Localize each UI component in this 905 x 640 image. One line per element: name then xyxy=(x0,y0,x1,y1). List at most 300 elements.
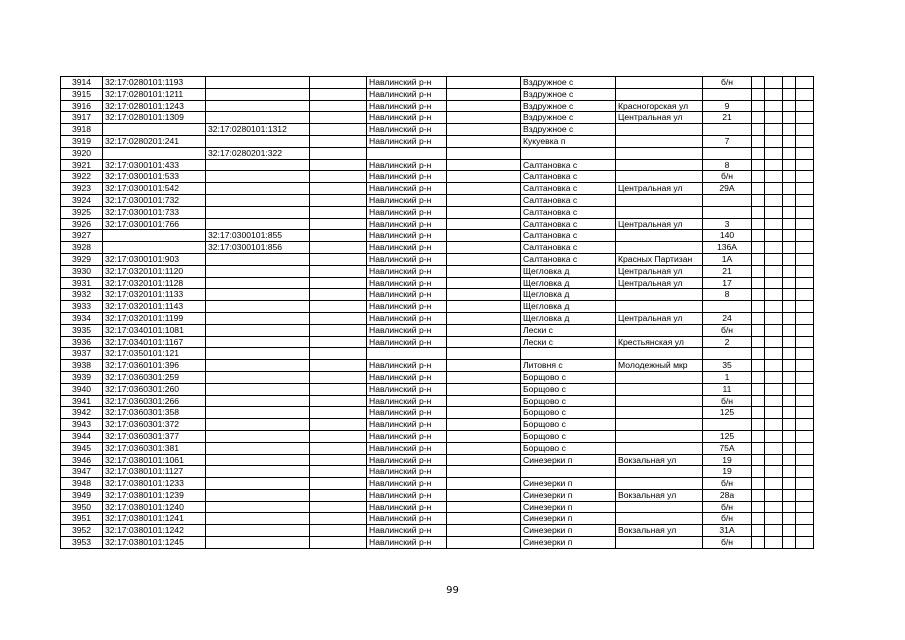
table-row xyxy=(61,135,814,147)
table-row xyxy=(61,466,814,478)
table-row xyxy=(61,478,814,490)
empty-cell xyxy=(783,478,796,490)
locality-cell: Синезерки п xyxy=(521,525,616,537)
empty-cell xyxy=(796,230,814,242)
house-number-cell xyxy=(703,419,752,431)
empty-cell xyxy=(752,100,765,112)
cadastral-number-cell: 32:17:0300101:732 xyxy=(103,194,206,206)
empty-cell xyxy=(447,489,521,501)
house-number-cell: б/н xyxy=(703,171,752,183)
row-number-cell: 3934 xyxy=(61,312,103,324)
house-number-cell: 11 xyxy=(703,383,752,395)
cadastral-number-alt-cell: 32:17:0280101:1312 xyxy=(206,124,310,136)
house-number-cell: 29А xyxy=(703,183,752,195)
locality-cell: Салтановка с xyxy=(521,230,616,242)
row-number-cell: 3950 xyxy=(61,501,103,513)
empty-cell xyxy=(783,301,796,313)
empty-cell xyxy=(752,253,765,265)
empty-cell xyxy=(310,77,367,89)
table-row xyxy=(61,159,814,171)
empty-cell xyxy=(765,124,783,136)
street-cell xyxy=(616,230,703,242)
locality-cell: Синезерки п xyxy=(521,454,616,466)
cadastral-number-alt-cell xyxy=(206,489,310,501)
table-row xyxy=(61,454,814,466)
empty-cell xyxy=(796,324,814,336)
empty-cell xyxy=(752,171,765,183)
empty-cell xyxy=(765,277,783,289)
empty-cell xyxy=(796,312,814,324)
empty-cell xyxy=(796,112,814,124)
district-cell: Навлинский р-н xyxy=(367,100,447,112)
empty-cell xyxy=(310,478,367,490)
empty-cell xyxy=(447,171,521,183)
locality-cell: Щегловка д xyxy=(521,289,616,301)
district-cell: Навлинский р-н xyxy=(367,124,447,136)
empty-cell xyxy=(783,312,796,324)
street-cell xyxy=(616,242,703,254)
street-cell xyxy=(616,395,703,407)
empty-cell xyxy=(447,194,521,206)
empty-cell xyxy=(783,206,796,218)
empty-cell xyxy=(765,513,783,525)
empty-cell xyxy=(796,301,814,313)
empty-cell xyxy=(310,147,367,159)
cadastral-number-cell: 32:17:0380101:1241 xyxy=(103,513,206,525)
row-number-cell: 3920 xyxy=(61,147,103,159)
empty-cell xyxy=(447,147,521,159)
street-cell: Вокзальная ул xyxy=(616,525,703,537)
cadastral-number-alt-cell xyxy=(206,395,310,407)
empty-cell xyxy=(310,194,367,206)
row-number-cell: 3932 xyxy=(61,289,103,301)
table-row xyxy=(61,324,814,336)
empty-cell xyxy=(447,124,521,136)
empty-cell xyxy=(796,194,814,206)
empty-cell xyxy=(796,537,814,549)
empty-cell xyxy=(752,206,765,218)
empty-cell xyxy=(447,336,521,348)
empty-cell xyxy=(783,289,796,301)
empty-cell xyxy=(752,265,765,277)
cadastral-number-cell xyxy=(103,124,206,136)
page-number: 99 xyxy=(446,585,459,596)
locality-cell: Щегловка д xyxy=(521,277,616,289)
empty-cell xyxy=(310,112,367,124)
cadastral-number-alt-cell xyxy=(206,324,310,336)
cadastral-number-cell: 32:17:0280101:1193 xyxy=(103,77,206,89)
street-cell xyxy=(616,430,703,442)
table-row xyxy=(61,360,814,372)
empty-cell xyxy=(752,537,765,549)
empty-cell xyxy=(447,112,521,124)
empty-cell xyxy=(796,171,814,183)
cadastral-number-alt-cell xyxy=(206,100,310,112)
locality-cell xyxy=(521,147,616,159)
empty-cell xyxy=(310,159,367,171)
empty-cell xyxy=(765,206,783,218)
empty-cell xyxy=(752,277,765,289)
street-cell xyxy=(616,301,703,313)
district-cell: Навлинский р-н xyxy=(367,135,447,147)
locality-cell: Синезерки п xyxy=(521,513,616,525)
empty-cell xyxy=(765,171,783,183)
empty-cell xyxy=(310,360,367,372)
cadastral-number-alt-cell xyxy=(206,407,310,419)
cadastral-number-cell: 32:17:0340101:1081 xyxy=(103,324,206,336)
empty-cell xyxy=(310,289,367,301)
empty-cell xyxy=(765,489,783,501)
empty-cell xyxy=(765,442,783,454)
empty-cell xyxy=(783,242,796,254)
house-number-cell xyxy=(703,194,752,206)
cadastral-number-alt-cell xyxy=(206,442,310,454)
cadastral-number-cell: 32:17:0280101:1243 xyxy=(103,100,206,112)
house-number-cell: 136А xyxy=(703,242,752,254)
cadastral-number-alt-cell: 32:17:0300101:855 xyxy=(206,230,310,242)
table-row xyxy=(61,253,814,265)
street-cell xyxy=(616,501,703,513)
street-cell: Вокзальная ул xyxy=(616,454,703,466)
district-cell xyxy=(367,147,447,159)
street-cell: Красногорская ул xyxy=(616,100,703,112)
empty-cell xyxy=(310,277,367,289)
locality-cell: Лески с xyxy=(521,324,616,336)
cadastral-number-alt-cell xyxy=(206,135,310,147)
street-cell xyxy=(616,383,703,395)
street-cell xyxy=(616,124,703,136)
empty-cell xyxy=(765,77,783,89)
empty-cell xyxy=(447,77,521,89)
empty-cell xyxy=(310,430,367,442)
cadastral-number-alt-cell xyxy=(206,478,310,490)
empty-cell xyxy=(310,206,367,218)
empty-cell xyxy=(752,312,765,324)
empty-cell xyxy=(783,159,796,171)
empty-cell xyxy=(310,525,367,537)
empty-cell xyxy=(752,124,765,136)
empty-cell xyxy=(310,135,367,147)
empty-cell xyxy=(447,501,521,513)
empty-cell xyxy=(752,218,765,230)
empty-cell xyxy=(783,324,796,336)
cadastral-number-alt-cell xyxy=(206,454,310,466)
empty-cell xyxy=(752,383,765,395)
row-number-cell: 3930 xyxy=(61,265,103,277)
district-cell: Навлинский р-н xyxy=(367,478,447,490)
empty-cell xyxy=(447,88,521,100)
empty-cell xyxy=(310,348,367,360)
empty-cell xyxy=(310,383,367,395)
street-cell: Центральная ул xyxy=(616,265,703,277)
empty-cell xyxy=(447,312,521,324)
cadastral-number-cell: 32:17:0380101:1240 xyxy=(103,501,206,513)
empty-cell xyxy=(783,183,796,195)
empty-cell xyxy=(447,242,521,254)
locality-cell: Салтановка с xyxy=(521,206,616,218)
empty-cell xyxy=(310,454,367,466)
empty-cell xyxy=(783,489,796,501)
cadastral-number-alt-cell xyxy=(206,513,310,525)
empty-cell xyxy=(796,183,814,195)
empty-cell xyxy=(765,100,783,112)
cadastral-number-cell: 32:17:0340101:1167 xyxy=(103,336,206,348)
row-number-cell: 3933 xyxy=(61,301,103,313)
empty-cell xyxy=(310,124,367,136)
empty-cell xyxy=(447,525,521,537)
house-number-cell: б/н xyxy=(703,537,752,549)
house-number-cell: 125 xyxy=(703,430,752,442)
empty-cell xyxy=(796,489,814,501)
empty-cell xyxy=(752,88,765,100)
empty-cell xyxy=(752,194,765,206)
empty-cell xyxy=(765,135,783,147)
house-number-cell: 1А xyxy=(703,253,752,265)
empty-cell xyxy=(765,454,783,466)
house-number-cell: б/н xyxy=(703,501,752,513)
district-cell: Навлинский р-н xyxy=(367,242,447,254)
district-cell: Навлинский р-н xyxy=(367,383,447,395)
empty-cell xyxy=(752,525,765,537)
empty-cell xyxy=(796,88,814,100)
street-cell xyxy=(616,88,703,100)
district-cell: Навлинский р-н xyxy=(367,371,447,383)
table-row xyxy=(61,489,814,501)
table-row xyxy=(61,277,814,289)
house-number-cell: 19 xyxy=(703,466,752,478)
cadastral-number-cell: 32:17:0350101:121 xyxy=(103,348,206,360)
empty-cell xyxy=(796,419,814,431)
street-cell xyxy=(616,206,703,218)
house-number-cell xyxy=(703,348,752,360)
empty-cell xyxy=(310,371,367,383)
street-cell: Красных Партизан xyxy=(616,253,703,265)
cadastral-number-cell: 32:17:0360101:396 xyxy=(103,360,206,372)
cadastral-number-cell: 32:17:0300101:733 xyxy=(103,206,206,218)
house-number-cell: 3 xyxy=(703,218,752,230)
district-cell: Навлинский р-н xyxy=(367,419,447,431)
empty-cell xyxy=(765,242,783,254)
locality-cell: Кукуевка п xyxy=(521,135,616,147)
table-row xyxy=(61,112,814,124)
district-cell: Навлинский р-н xyxy=(367,489,447,501)
empty-cell xyxy=(765,395,783,407)
district-cell: Навлинский р-н xyxy=(367,430,447,442)
locality-cell: Борщово с xyxy=(521,371,616,383)
empty-cell xyxy=(765,253,783,265)
locality-cell xyxy=(521,466,616,478)
register-table-body xyxy=(61,77,814,549)
empty-cell xyxy=(310,253,367,265)
empty-cell xyxy=(447,183,521,195)
house-number-cell: 75А xyxy=(703,442,752,454)
empty-cell xyxy=(796,159,814,171)
street-cell: Центральная ул xyxy=(616,277,703,289)
empty-cell xyxy=(783,124,796,136)
empty-cell xyxy=(796,124,814,136)
empty-cell xyxy=(765,265,783,277)
district-cell: Навлинский р-н xyxy=(367,194,447,206)
empty-cell xyxy=(796,77,814,89)
locality-cell xyxy=(521,348,616,360)
locality-cell: Салтановка с xyxy=(521,242,616,254)
empty-cell xyxy=(796,147,814,159)
locality-cell: Вздружное с xyxy=(521,112,616,124)
locality-cell: Вздружное с xyxy=(521,100,616,112)
empty-cell xyxy=(752,430,765,442)
locality-cell: Салтановка с xyxy=(521,194,616,206)
empty-cell xyxy=(752,77,765,89)
row-number-cell: 3921 xyxy=(61,159,103,171)
empty-cell xyxy=(765,194,783,206)
district-cell: Навлинский р-н xyxy=(367,88,447,100)
empty-cell xyxy=(783,218,796,230)
house-number-cell: 19 xyxy=(703,454,752,466)
table-row xyxy=(61,371,814,383)
cadastral-number-cell: 32:17:0360301:266 xyxy=(103,395,206,407)
empty-cell xyxy=(783,194,796,206)
cadastral-number-alt-cell: 32:17:0280201:322 xyxy=(206,147,310,159)
table-row xyxy=(61,289,814,301)
empty-cell xyxy=(765,383,783,395)
cadastral-number-cell: 32:17:0360301:377 xyxy=(103,430,206,442)
district-cell: Навлинский р-н xyxy=(367,206,447,218)
empty-cell xyxy=(765,348,783,360)
locality-cell: Щегловка д xyxy=(521,265,616,277)
empty-cell xyxy=(765,324,783,336)
empty-cell xyxy=(783,442,796,454)
empty-cell xyxy=(783,501,796,513)
street-cell xyxy=(616,147,703,159)
empty-cell xyxy=(796,265,814,277)
cadastral-number-alt-cell xyxy=(206,301,310,313)
row-number-cell: 3916 xyxy=(61,100,103,112)
table-row xyxy=(61,348,814,360)
house-number-cell: 35 xyxy=(703,360,752,372)
house-number-cell: 31А xyxy=(703,525,752,537)
empty-cell xyxy=(796,478,814,490)
empty-cell xyxy=(447,395,521,407)
cadastral-number-alt-cell xyxy=(206,159,310,171)
row-number-cell: 3939 xyxy=(61,371,103,383)
empty-cell xyxy=(447,324,521,336)
cadastral-number-cell xyxy=(103,242,206,254)
empty-cell xyxy=(796,454,814,466)
row-number-cell: 3947 xyxy=(61,466,103,478)
row-number-cell: 3940 xyxy=(61,383,103,395)
table-row xyxy=(61,383,814,395)
empty-cell xyxy=(447,407,521,419)
cadastral-number-alt-cell xyxy=(206,112,310,124)
table-row xyxy=(61,194,814,206)
district-cell: Навлинский р-н xyxy=(367,442,447,454)
house-number-cell xyxy=(703,124,752,136)
cadastral-number-cell: 32:17:0320101:1120 xyxy=(103,265,206,277)
cadastral-number-cell xyxy=(103,147,206,159)
street-cell: Молодежный мкр xyxy=(616,360,703,372)
table-row xyxy=(61,312,814,324)
empty-cell xyxy=(447,218,521,230)
row-number-cell: 3919 xyxy=(61,135,103,147)
empty-cell xyxy=(765,183,783,195)
empty-cell xyxy=(765,419,783,431)
row-number-cell: 3914 xyxy=(61,77,103,89)
cadastral-number-alt-cell xyxy=(206,312,310,324)
cadastral-number-cell: 32:17:0360301:259 xyxy=(103,371,206,383)
empty-cell xyxy=(447,348,521,360)
empty-cell xyxy=(447,454,521,466)
empty-cell xyxy=(783,171,796,183)
empty-cell xyxy=(783,454,796,466)
table-row xyxy=(61,100,814,112)
table-row xyxy=(61,301,814,313)
empty-cell xyxy=(796,348,814,360)
house-number-cell: 17 xyxy=(703,277,752,289)
house-number-cell: 8 xyxy=(703,159,752,171)
empty-cell xyxy=(783,147,796,159)
empty-cell xyxy=(783,537,796,549)
empty-cell xyxy=(752,371,765,383)
empty-cell xyxy=(310,466,367,478)
street-cell xyxy=(616,513,703,525)
table-row xyxy=(61,407,814,419)
locality-cell: Борщово с xyxy=(521,407,616,419)
empty-cell xyxy=(447,277,521,289)
cadastral-number-cell: 32:17:0300101:766 xyxy=(103,218,206,230)
empty-cell xyxy=(447,383,521,395)
empty-cell xyxy=(765,312,783,324)
row-number-cell: 3946 xyxy=(61,454,103,466)
locality-cell: Лески с xyxy=(521,336,616,348)
empty-cell xyxy=(310,513,367,525)
empty-cell xyxy=(447,265,521,277)
street-cell xyxy=(616,159,703,171)
locality-cell: Салтановка с xyxy=(521,171,616,183)
cadastral-number-alt-cell xyxy=(206,265,310,277)
locality-cell: Борщово с xyxy=(521,383,616,395)
district-cell: Навлинский р-н xyxy=(367,395,447,407)
empty-cell xyxy=(310,100,367,112)
table-row xyxy=(61,230,814,242)
house-number-cell: 24 xyxy=(703,312,752,324)
row-number-cell: 3941 xyxy=(61,395,103,407)
district-cell: Навлинский р-н xyxy=(367,171,447,183)
locality-cell: Щегловка д xyxy=(521,301,616,313)
empty-cell xyxy=(752,395,765,407)
row-number-cell: 3951 xyxy=(61,513,103,525)
cadastral-number-cell: 32:17:0320101:1128 xyxy=(103,277,206,289)
empty-cell xyxy=(447,537,521,549)
row-number-cell: 3936 xyxy=(61,336,103,348)
empty-cell xyxy=(447,230,521,242)
cadastral-number-cell: 32:17:0380101:1242 xyxy=(103,525,206,537)
empty-cell xyxy=(310,265,367,277)
empty-cell xyxy=(765,336,783,348)
empty-cell xyxy=(447,301,521,313)
cadastral-number-alt-cell xyxy=(206,336,310,348)
empty-cell xyxy=(752,112,765,124)
empty-cell xyxy=(783,112,796,124)
row-number-cell: 3927 xyxy=(61,230,103,242)
cadastral-number-cell: 32:17:0300101:433 xyxy=(103,159,206,171)
cadastral-number-cell: 32:17:0360301:372 xyxy=(103,419,206,431)
row-number-cell: 3925 xyxy=(61,206,103,218)
empty-cell xyxy=(765,218,783,230)
street-cell: Вокзальная ул xyxy=(616,489,703,501)
table-row xyxy=(61,218,814,230)
empty-cell xyxy=(796,513,814,525)
empty-cell xyxy=(310,537,367,549)
